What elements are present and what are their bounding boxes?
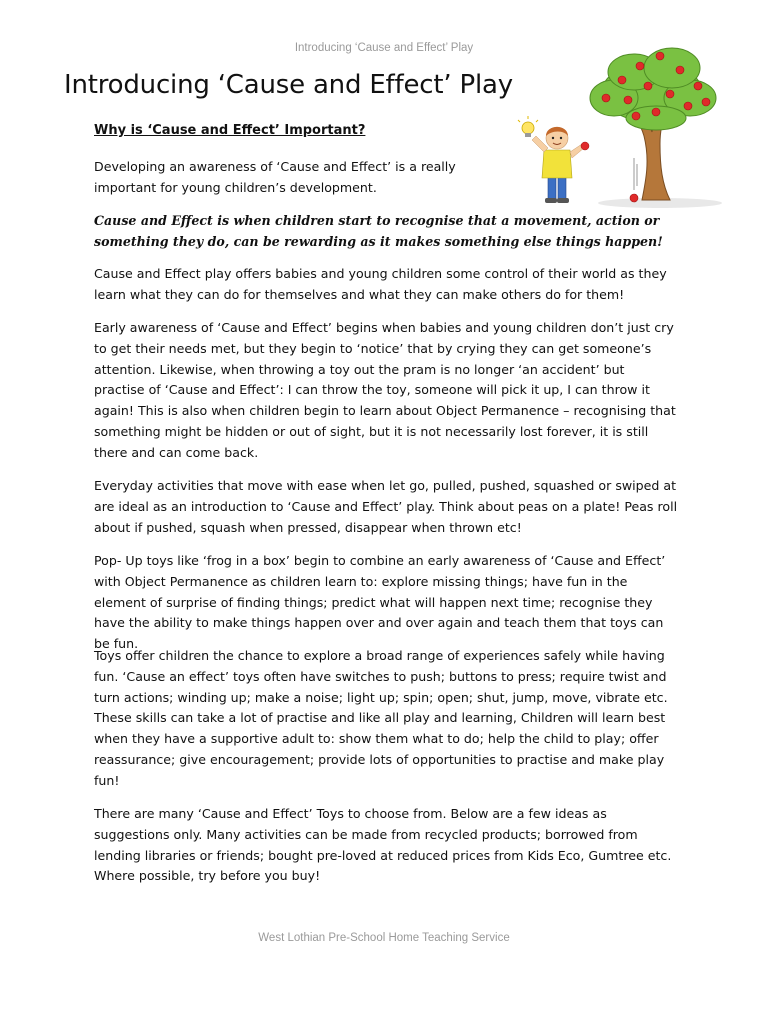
paragraph-text: Pop- Up toys like ‘frog in a box’ begin to combine an early awareness of ‘Cause and Effect’ with Object Permanence as children learn to: explore missing things; have fun in the element of surprise of finding things; predict what will happen next time; recognise they have the ability to make things happen over and over again and teach them that toys can be fun. — [94, 553, 666, 652]
body-paragraph-6 — [94, 804, 679, 887]
body-paragraph-1 — [94, 264, 679, 306]
body-paragraph-5 — [94, 646, 679, 792]
body-paragraph-2 — [94, 318, 679, 464]
body-paragraph-4 — [94, 551, 679, 655]
paragraph-text: Toys offer children the chance to explore a broad range of experiences safely while having fun. ‘Cause an effect’ toys often have switches to push; buttons to press; require twist and turn actions; winding up; make a noise; light up; spin; open; shut, jump, move, vibrate etc. These skills can take a lot of practise and like all play and learning, Children will learn best when they have a supportive adult to: show them what to do; help the child to play; offer reassurance; give encouragement; provide lots of opportunities to practise and make play fun! — [94, 648, 668, 788]
running-footer: West Lothian Pre-School Home Teaching Service — [258, 932, 510, 944]
intro-paragraph — [94, 157, 494, 199]
body-paragraph-3 — [94, 476, 679, 538]
paragraph-text: Early awareness of ‘Cause and Effect’ begins when babies and young children don’t just cry to get their needs met, but they begin to ‘notice’ that by crying they can get someone’s attention. Likewise, when throwing a toy out the pram is no longer ‘an accident’ but practise of ‘Cause and Effect’: I can throw the toy, someone will pick it up, I can throw it again! This is also when children begin to learn about Object Permanence – recognising that something might be hidden or out of sight, but it is not necessarily lost forever, it is still there and can come back. — [94, 320, 676, 460]
paragraph-text: There are many ‘Cause and Effect’ Toys to choose from. Below are a few ideas as suggestions only. Many activities can be made from recycled products; borrowed from lending libraries or friends; bought pre-loved at reduced prices from Kids Eco, Gumtree etc. Where possible, try before you buy! — [94, 806, 672, 884]
paragraph-text: Cause and Effect play offers babies and young children some control of their world as they learn what they can do for themselves and what they can make others do for them! — [94, 266, 667, 302]
paragraph-text: Everyday activities that move with ease when let go, pulled, pushed, squashed or swiped at are ideal as an introduction to ‘Cause and Effect’ play. Think about peas on a plate! Peas roll about if pushed, squash when pressed, disappear when thrown etc! — [94, 478, 678, 535]
apple-tree-boy-illustration — [510, 40, 728, 212]
intro-text: Developing an awareness of ‘Cause and Effect’ is a really important for young children’s development. — [94, 159, 456, 195]
page-title: Introducing ‘Cause and Effect’ Play — [64, 70, 513, 100]
running-header: Introducing ‘Cause and Effect’ Play — [294, 42, 474, 54]
definition-paragraph — [94, 211, 679, 253]
section-subheading: Why is ‘Cause and Effect’ Important? — [94, 123, 366, 138]
definition-text: Cause and Effect is when children start to recognise that a movement, action or something they do, can be rewarding as it makes something else things happen! — [94, 213, 663, 249]
